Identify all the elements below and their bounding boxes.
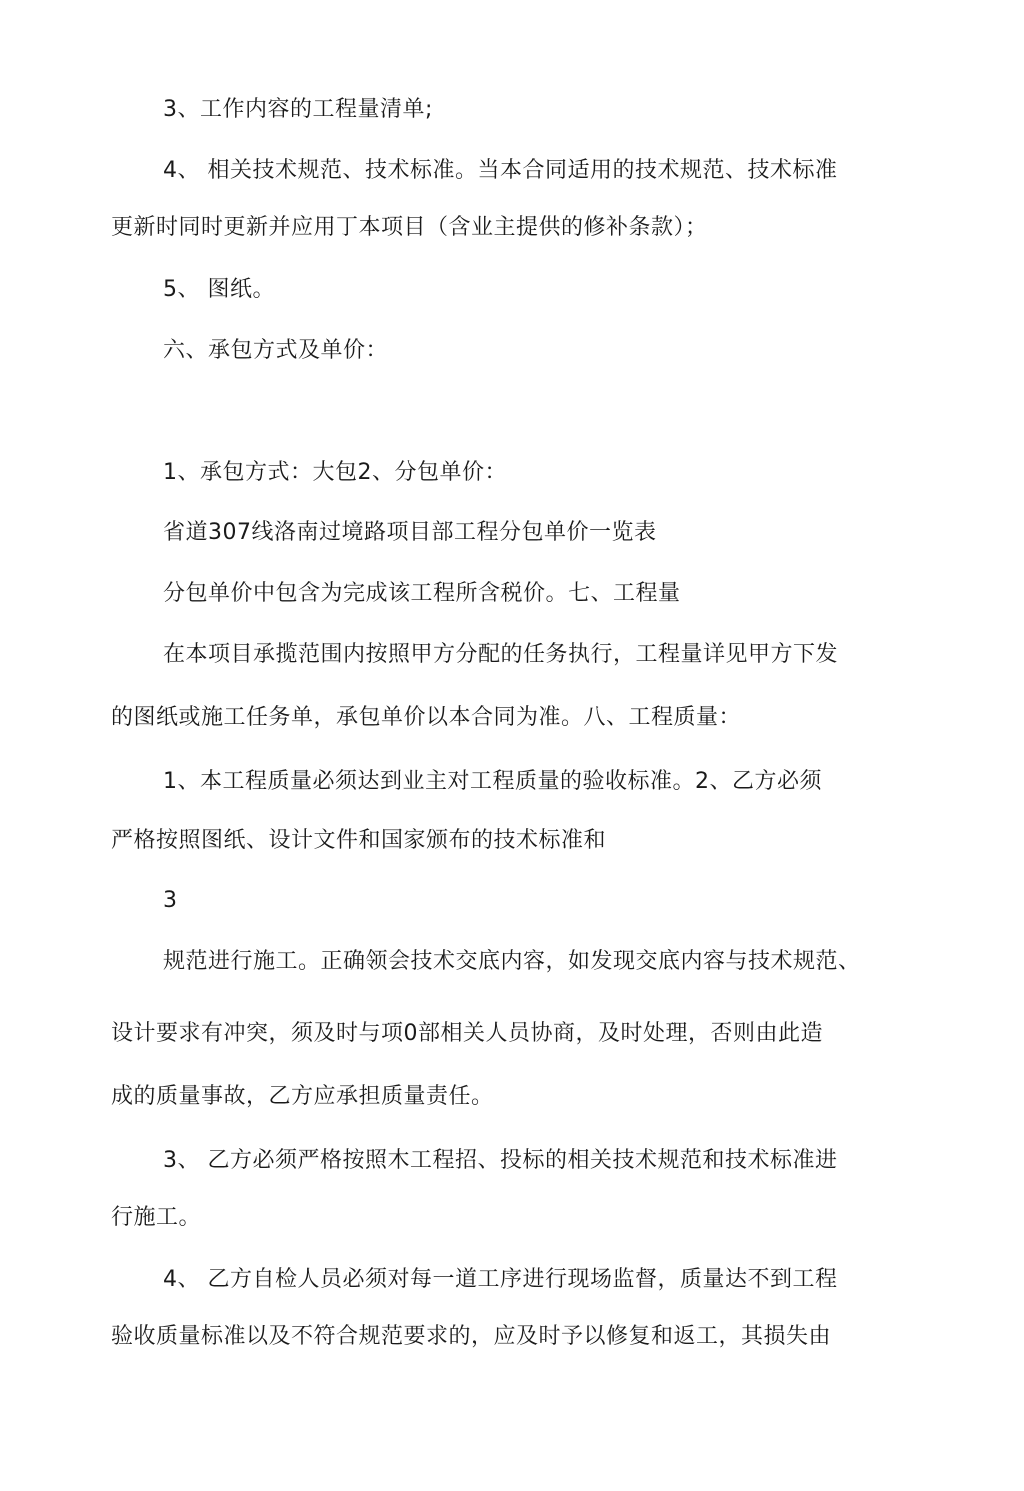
paragraph-line: 验收质量标准以及不符合规范要求的，应及时予以修复和返工，其损失由 — [111, 1324, 832, 1349]
section-heading: 六、承包方式及单价： — [163, 338, 389, 363]
paragraph-line: 3、 乙方必须严格按照木工程招、投标的相关技术规范和技术标准进 — [163, 1148, 838, 1173]
paragraph-line: 4、 乙方自检人员必须对每一道工序进行现场监督，质量达不到工程 — [163, 1267, 838, 1292]
paragraph-line: 行施工。 — [111, 1205, 202, 1230]
paragraph-line: 规范进行施工。正确领会技术交底内容，如发现交底内容与技术规范、 — [163, 949, 861, 974]
paragraph-line: 5、 图纸。 — [163, 277, 275, 302]
paragraph-line: 4、 相关技术规范、技术标准。当本合同适用的技术规范、技术标准 — [163, 158, 838, 183]
page-number: 3 — [163, 888, 178, 913]
paragraph-line: 分包单价中包含为完成该工程所含税价。七、工程量 — [163, 581, 681, 606]
paragraph-line: 1、本工程质量必须达到业主对工程质量的验收标准。2、乙方必须 — [163, 769, 822, 794]
paragraph-line: 严格按照图纸、设计文件和国家颁布的技术标准和 — [111, 828, 607, 853]
paragraph-line: 设计要求有冲突，须及时与项0部相关人员协商，及时处理，否则由此造 — [111, 1021, 823, 1046]
paragraph-line: 更新时同时更新并应用丁本项目（含业主提供的修补条款）； — [111, 215, 708, 240]
paragraph-line: 3、工作内容的工程量清单; — [163, 97, 433, 122]
paragraph-line: 的图纸或施工任务单，承包单价以本合同为准。八、工程质量： — [111, 705, 742, 730]
paragraph-line: 在本项目承揽范围内按照甲方分配的任务执行，工程量详见甲方下发 — [163, 642, 839, 667]
paragraph-line: 成的质量事故，乙方应承担质量责任。 — [111, 1084, 494, 1109]
paragraph-line: 省道307线洛南过境路项目部工程分包单价一览表 — [163, 520, 657, 545]
paragraph-line: 1、承包方式：大包2、分包单价： — [163, 460, 507, 485]
